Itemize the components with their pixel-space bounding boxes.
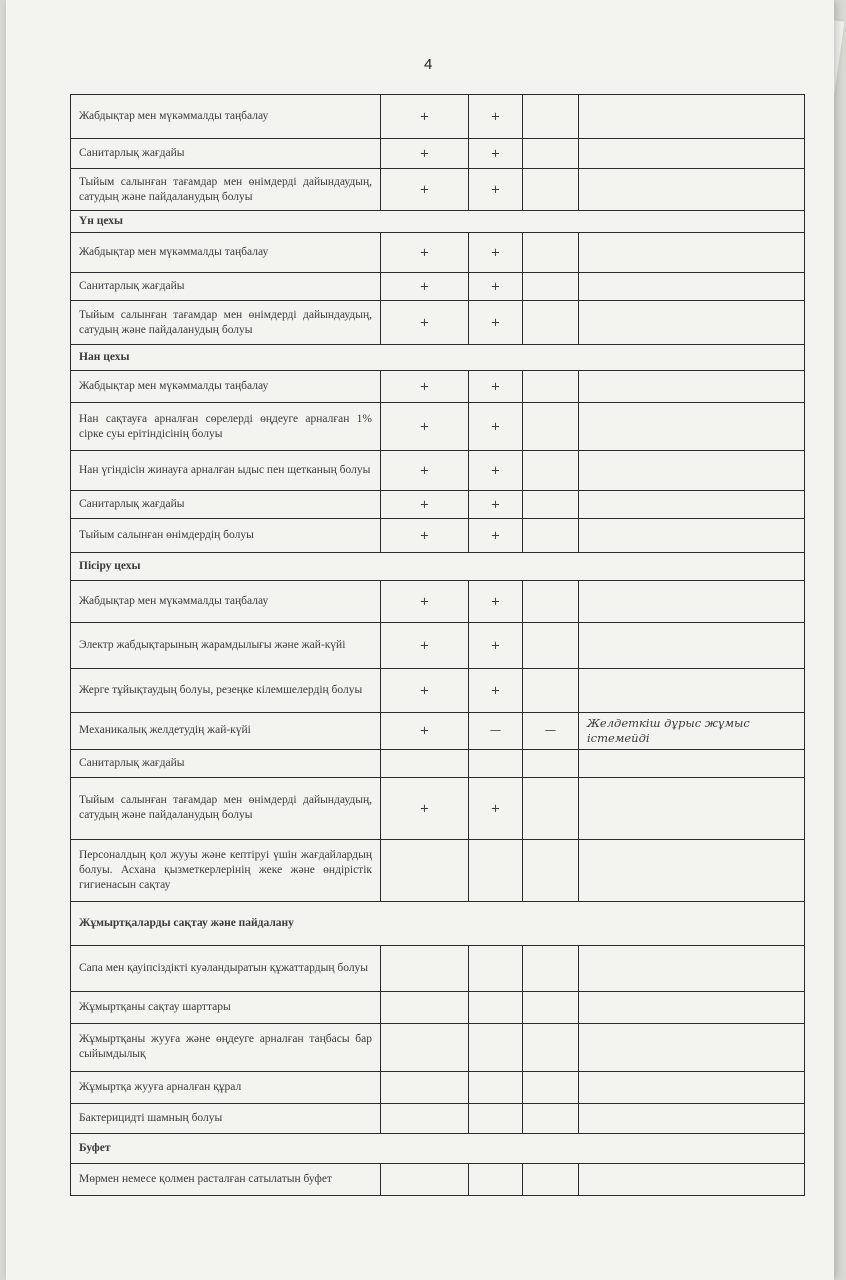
table-row [71,777,805,839]
table-row [71,491,805,519]
handwritten-mark-c2: + [469,233,523,273]
section-row [71,211,805,233]
handwritten-mark-c1: + [381,581,469,623]
handwritten-mark-c2: — [469,713,523,750]
criterion-label: Тыйым салынған өнімдердің болуы [71,519,381,553]
handwritten-mark-c3 [523,1103,579,1133]
handwritten-mark-c3 [523,1071,579,1103]
handwritten-mark-c3 [523,371,579,403]
criterion-label: Санитарлық жағдайы [71,491,381,519]
table-row [71,273,805,301]
handwritten-mark-c2 [469,1163,523,1195]
handwritten-mark-c2: + [469,491,523,519]
handwritten-mark-c3 [523,169,579,211]
handwritten-mark-c2: + [469,623,523,669]
handwritten-mark-c2: + [469,139,523,169]
criterion-label: Бактерицидті шамның болуы [71,1103,381,1133]
handwritten-mark-c2: + [469,95,523,139]
table-row [71,1163,805,1195]
criterion-label: Санитарлық жағдайы [71,749,381,777]
table-row [71,1023,805,1071]
handwritten-note [579,273,805,301]
handwritten-mark-c1 [381,1103,469,1133]
handwritten-note [579,669,805,713]
handwritten-mark-c3 [523,233,579,273]
handwritten-note [579,519,805,553]
handwritten-note [579,839,805,901]
section-title: Буфет [71,1133,805,1163]
section-title: Жұмыртқаларды сақтау және пайдалану [71,901,805,945]
handwritten-mark-c3: — [523,713,579,750]
handwritten-mark-c3 [523,581,579,623]
handwritten-note [579,169,805,211]
criterion-label: Электр жабдықтарының жарамдылығы және жай-күйі [71,623,381,669]
handwritten-note [579,371,805,403]
handwritten-mark-c1: + [381,669,469,713]
table-row [71,403,805,451]
handwritten-mark-c3 [523,749,579,777]
handwritten-mark-c1 [381,839,469,901]
handwritten-mark-c2 [469,945,523,991]
handwritten-mark-c2: + [469,301,523,345]
criterion-label: Санитарлық жағдайы [71,273,381,301]
handwritten-mark-c2: + [469,581,523,623]
handwritten-mark-c2 [469,749,523,777]
handwritten-mark-c2 [469,991,523,1023]
criterion-label: Нан үгіндісін жинауға арналған ыдыс пен щетканың болуы [71,451,381,491]
section-title: Үн цехы [71,211,805,233]
section-row [71,553,805,581]
handwritten-mark-c2 [469,839,523,901]
handwritten-mark-c3 [523,1023,579,1071]
table-row [71,139,805,169]
handwritten-mark-c3 [523,301,579,345]
handwritten-mark-c1: + [381,301,469,345]
table-row [71,1103,805,1133]
page-number: 4 [424,56,433,73]
handwritten-mark-c1: + [381,623,469,669]
handwritten-mark-c3 [523,669,579,713]
table-row [71,945,805,991]
handwritten-mark-c3 [523,623,579,669]
handwritten-mark-c1: + [381,403,469,451]
table-row [71,95,805,139]
handwritten-mark-c3 [523,1163,579,1195]
handwritten-mark-c3 [523,273,579,301]
criterion-label: Жұмыртқа жууға арналған құрал [71,1071,381,1103]
criterion-label: Жұмыртқаны сақтау шарттары [71,991,381,1023]
handwritten-note [579,991,805,1023]
handwritten-note [579,139,805,169]
handwritten-note [579,301,805,345]
handwritten-mark-c1: + [381,713,469,750]
handwritten-mark-c2: + [469,669,523,713]
handwritten-mark-c1: + [381,139,469,169]
handwritten-note [579,1023,805,1071]
handwritten-mark-c3 [523,519,579,553]
handwritten-mark-c3 [523,95,579,139]
handwritten-note [579,777,805,839]
handwritten-note [579,1103,805,1133]
table-row [71,623,805,669]
handwritten-mark-c1 [381,945,469,991]
handwritten-mark-c1: + [381,777,469,839]
handwritten-note: Желдеткіш дұрыс жұмыс істемейді [579,713,805,750]
criterion-label: Жұмыртқаны жууға және өңдеуге арналған таңбасы бар сыйымдылық [71,1023,381,1071]
handwritten-mark-c2 [469,1071,523,1103]
handwritten-note [579,945,805,991]
table-row [71,581,805,623]
handwritten-mark-c3 [523,139,579,169]
table-row [71,519,805,553]
handwritten-mark-c1: + [381,95,469,139]
section-title: Нан цехы [71,345,805,371]
section-row [71,1133,805,1163]
table-row [71,1071,805,1103]
table-row [71,451,805,491]
handwritten-mark-c1 [381,991,469,1023]
criterion-label: Нан сақтауға арналған сөрелерді өңдеуге арналған 1% сірке суы ерітіндісінің болуы [71,403,381,451]
handwritten-mark-c2: + [469,519,523,553]
section-row [71,901,805,945]
section-title: Пісіру цехы [71,553,805,581]
table-row [71,713,805,750]
handwritten-mark-c3 [523,991,579,1023]
table-row [71,839,805,901]
handwritten-mark-c3 [523,839,579,901]
handwritten-mark-c1: + [381,273,469,301]
criterion-label: Тыйым салынған тағамдар мен өнімдерді дайындаудың, сатудың және пайдаланудың болуы [71,301,381,345]
criterion-label: Тыйым салынған тағамдар мен өнімдерді дайындаудың, сатудың және пайдаланудың болуы [71,777,381,839]
handwritten-mark-c1: + [381,169,469,211]
handwritten-note [579,451,805,491]
handwritten-note [579,749,805,777]
handwritten-note [579,491,805,519]
handwritten-mark-c2: + [469,403,523,451]
handwritten-mark-c3 [523,777,579,839]
handwritten-mark-c1: + [381,451,469,491]
criterion-label: Мөрмен немесе қолмен расталған сатылатын буфет [71,1163,381,1195]
handwritten-note [579,1071,805,1103]
handwritten-mark-c2: + [469,273,523,301]
criterion-label: Механикалық желдетудің жай-күйі [71,713,381,750]
table-row [71,749,805,777]
handwritten-mark-c2: + [469,451,523,491]
criterion-label: Жабдықтар мен мүкәммалды таңбалау [71,371,381,403]
handwritten-mark-c1 [381,1023,469,1071]
handwritten-mark-c1: + [381,519,469,553]
handwritten-mark-c1 [381,749,469,777]
handwritten-mark-c1: + [381,371,469,403]
criterion-label: Санитарлық жағдайы [71,139,381,169]
handwritten-mark-c2: + [469,777,523,839]
section-row [71,345,805,371]
handwritten-mark-c1 [381,1071,469,1103]
handwritten-mark-c2 [469,1103,523,1133]
criterion-label: Жерге тұйықтаудың болуы, резеңке кілемшелердің болуы [71,669,381,713]
handwritten-note [579,233,805,273]
handwritten-mark-c3 [523,451,579,491]
criterion-label: Жабдықтар мен мүкәммалды таңбалау [71,233,381,273]
table-row [71,301,805,345]
handwritten-mark-c2 [469,1023,523,1071]
handwritten-mark-c1 [381,1163,469,1195]
handwritten-note [579,623,805,669]
criterion-label: Сапа мен қауіпсіздікті куәландыратын құжаттардың болуы [71,945,381,991]
handwritten-mark-c3 [523,403,579,451]
table-row [71,233,805,273]
handwritten-mark-c3 [523,945,579,991]
handwritten-note [579,95,805,139]
inspection-table [70,94,805,1196]
criterion-label: Тыйым салынған тағамдар мен өнімдерді дайындаудың, сатудың және пайдаланудың болуы [71,169,381,211]
handwritten-mark-c2: + [469,371,523,403]
document-page [6,0,834,1280]
handwritten-mark-c3 [523,491,579,519]
handwritten-mark-c2: + [469,169,523,211]
handwritten-note [579,581,805,623]
criterion-label: Персоналдың қол жууы және кептіруі үшін жағдайлардың болуы. Асхана қызметкерлерінің жеке және өндірістік гигиенасын сақтау [71,839,381,901]
criterion-label: Жабдықтар мен мүкәммалды таңбалау [71,95,381,139]
handwritten-mark-c1: + [381,491,469,519]
table-row [71,991,805,1023]
handwritten-note [579,1163,805,1195]
criterion-label: Жабдықтар мен мүкәммалды таңбалау [71,581,381,623]
table-row [71,669,805,713]
table-row [71,169,805,211]
handwritten-mark-c1: + [381,233,469,273]
table-row [71,371,805,403]
handwritten-note [579,403,805,451]
